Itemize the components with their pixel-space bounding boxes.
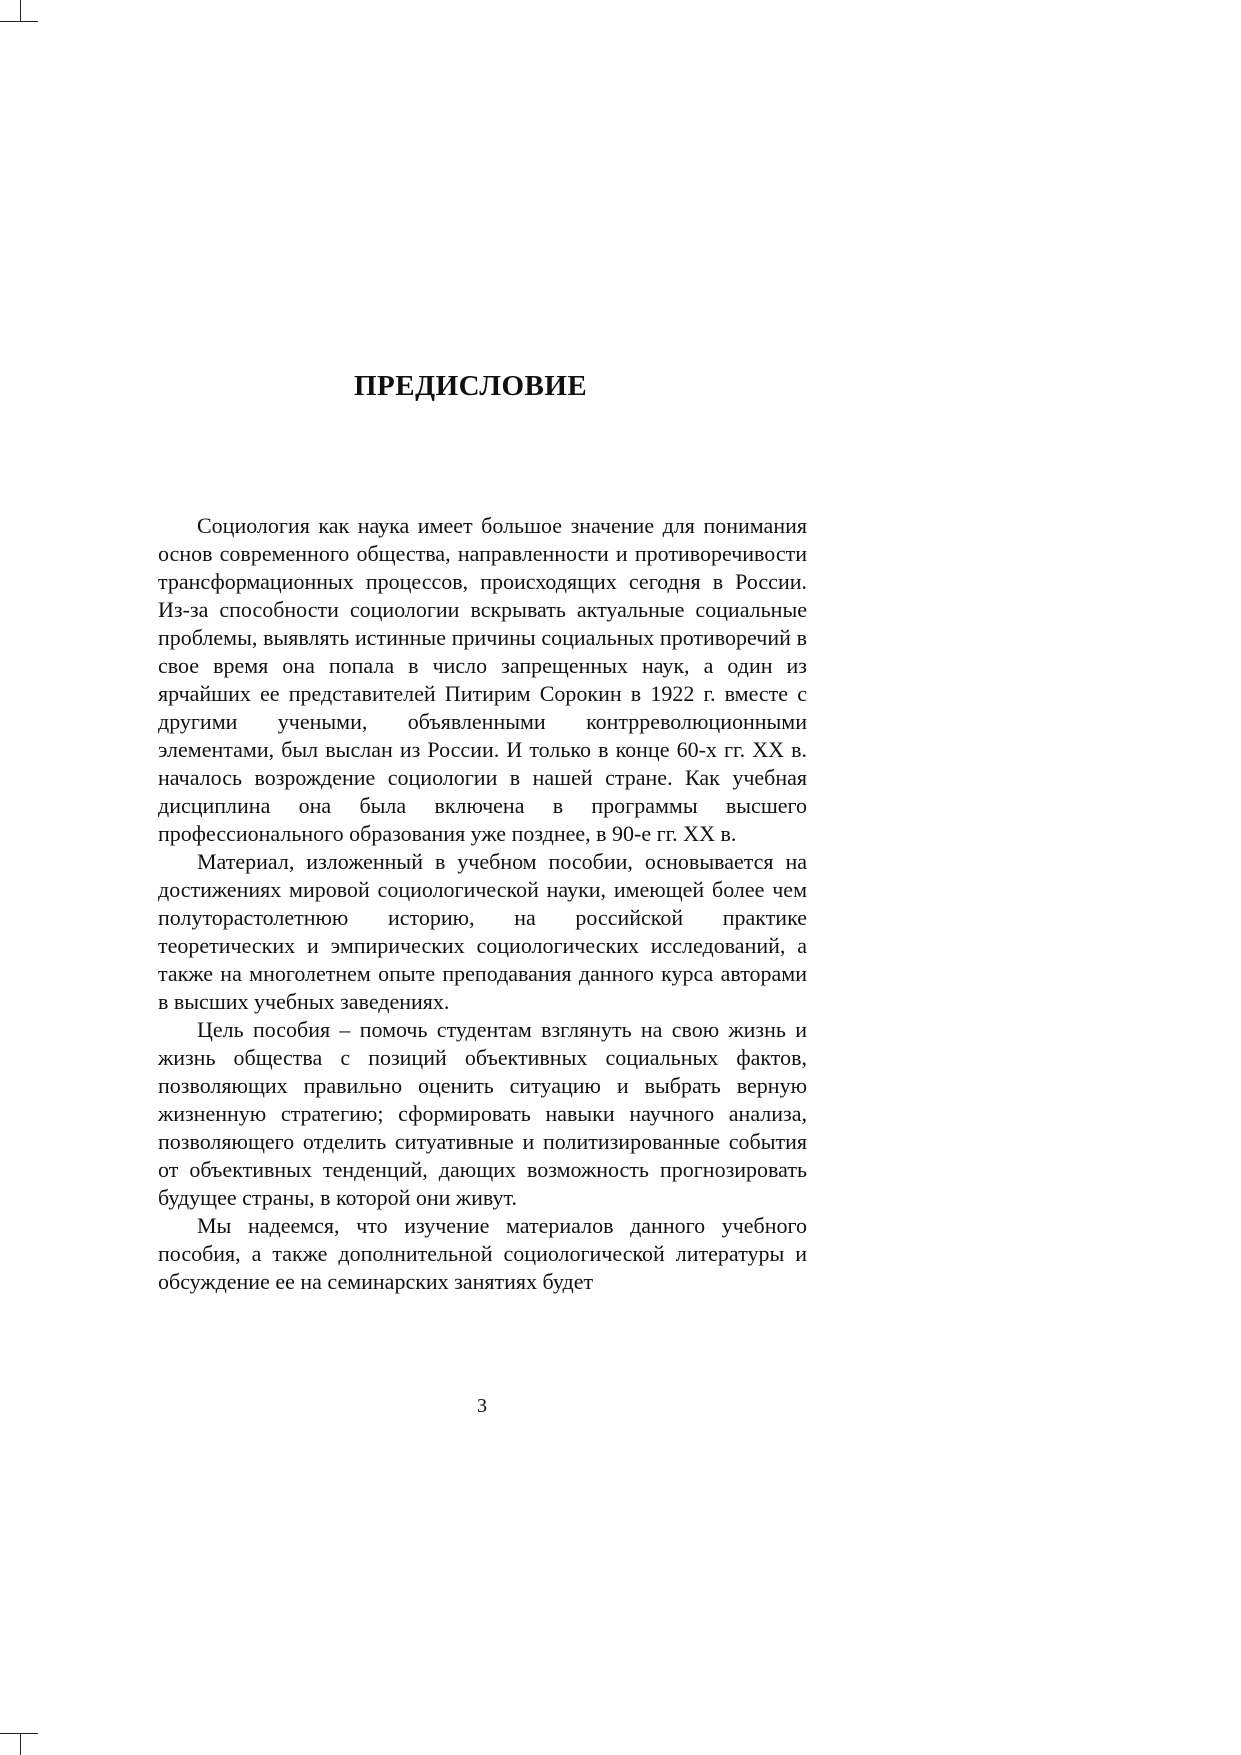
paragraph-2: Материал, изложенный в учебном пособии, основывается на достижениях мировой социологической науки, имеющей более чем полуторастолетнюю историю, на российской практике теоретических и эмпирических социологических исследований, а также на многолетнем опыте преподавания данного курса авторами в высших учебных заведениях. [158,849,807,1014]
crop-mark-top-left-horizontal [0,21,38,22]
paragraph-3: Цель пособия – помочь студентам взглянуть на свою жизнь и жизнь общества с позиций объективных социальных фактов, позволяющих правильно оценить ситуацию и выбрать верную жизненную стратегию; сформировать навыки научного анализа, позволяющего отделить ситуативные и политизированные события от объективных тенденций, дающих возможность прогнозировать будущее страны, в которой они живут. [158,1017,807,1210]
paragraph-1: Социология как наука имеет большое значение для понимания основ современного общества, направленности и противоречивости трансформационных процессов, происходящих сегодня в России. Из-за способности социологии вскрывать актуальные социальные проблемы, выявлять истинные причины социальных противоречий в свое время она попала в число запрещенных наук, а один из ярчайших ее представителей Питирим Сорокин в 1922 г. вместе с другими учеными, объявленными контрреволюционными элементами, был выслан из России. И только в конце 60-х гг. XX в. началось возрождение социологии в нашей стране. Как учебная дисциплина она была включена в программы высшего профессионального образования уже позднее, в 90-е гг. XX в. [158,513,807,846]
crop-mark-bottom-left-horizontal [0,1733,38,1734]
body-text [158,512,807,1296]
crop-mark-top-left-vertical [20,0,21,22]
page-number: 3 [477,1395,487,1417]
page-title: ПРЕДИСЛОВИЕ [354,370,588,402]
paragraph-4: Мы надеемся, что изучение материалов данного учебного пособия, а также дополнительной социологической литературы и обсуждение ее на семинарских занятиях будет [158,1213,807,1294]
crop-mark-bottom-left-vertical [20,1733,21,1755]
